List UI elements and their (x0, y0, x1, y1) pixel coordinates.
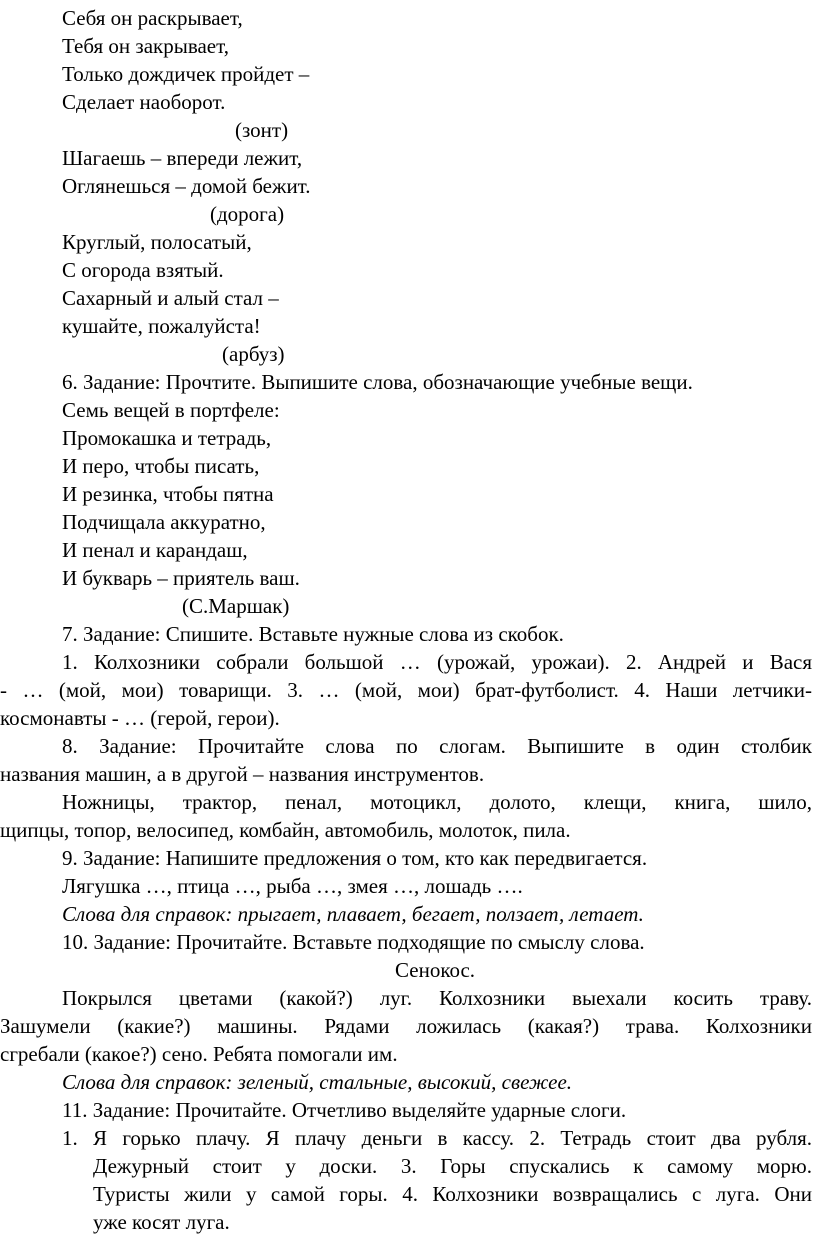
task-6-poem-line-1: Семь вещей в портфеле: (62, 398, 280, 422)
task-11-line-4: уже косят луга. (93, 1210, 230, 1234)
riddle-2-line-2: Оглянешься – домой бежит. (62, 174, 311, 198)
task-10-line-3: сгребали (какое?) сено. Ребята помогали им. (0, 1042, 398, 1066)
task-8-words-line-1: Ножницы, трактор, пенал, мотоцикл, долото, клещи, книга, шило, (62, 790, 812, 814)
task-10-line-1: Покрылся цветами (какой?) луг. Колхозники выехали косить траву. (62, 986, 812, 1010)
riddle-3-line-1: Круглый, полосатый, (62, 230, 252, 254)
task-6-poem-line-7: И букварь – приятель ваш. (62, 566, 300, 590)
task-6-poem-line-2: Промокашка и тетрадь, (62, 426, 272, 450)
task-11-line-2: Дежурный стоит у доски. 3. Горы спускались к самому морю. (93, 1154, 812, 1178)
task-11-line-1: Я горько плачу. Я плачу деньги в кассу. 2. Тетрадь стоит два рубля. (93, 1126, 812, 1150)
task-6-poem-line-5: Подчищала аккуратно, (62, 510, 266, 534)
riddle-1-answer: (зонт) (235, 118, 289, 142)
riddle-3-line-2: С огорода взятый. (62, 258, 224, 282)
riddle-3-answer: (арбуз) (222, 342, 285, 366)
riddle-1-line-1: Себя он раскрывает, (62, 6, 243, 30)
task-9-hint: Слова для справок: прыгает, плавает, бегает, ползает, летает. (62, 902, 644, 926)
task-6-poem-line-4: И резинка, чтобы пятна (62, 482, 274, 506)
task-10-heading: Сенокос. (395, 958, 476, 982)
riddle-1-line-2: Тебя он закрывает, (62, 34, 229, 58)
task-8-words-line-2: щипцы, топор, велосипед, комбайн, автомобиль, молоток, пила. (0, 818, 571, 842)
task-7-line-2: - … (мой, мои) товарищи. 3. … (мой, мои) брат-футболист. 4. Наши летчики- (0, 678, 812, 702)
task-7-line-1: 1. Колхозники собрали большой … (урожай, урожаи). 2. Андрей и Вася (62, 650, 812, 674)
task-7-line-3: космонавты - … (герой, герои). (0, 706, 280, 730)
task-8-line-2: названия машин, а в другой – названия инструментов. (0, 762, 485, 786)
riddle-3-line-4: кушайте, пожалуйста! (62, 314, 261, 338)
task-6-title: 6. Задание: Прочтите. Выпишите слова, обозначающие учебные вещи. (62, 370, 693, 394)
task-6-author: (С.Маршак) (182, 594, 290, 618)
task-11-line-3: Туристы жили у самой горы. 4. Колхозники возвращались с луга. Они (93, 1182, 812, 1206)
riddle-2-answer: (дорога) (210, 202, 285, 226)
task-6-poem-line-3: И перо, чтобы писать, (62, 454, 260, 478)
task-9-title: 9. Задание: Напишите предложения о том, кто как передвигается. (62, 846, 648, 870)
task-10-hint: Слова для справок: зеленый, стальные, высокий, свежее. (62, 1070, 573, 1094)
riddle-1-line-4: Сделает наоборот. (62, 90, 226, 114)
riddle-3-line-3: Сахарный и алый стал – (62, 286, 279, 310)
task-7-title: 7. Задание: Спишите. Вставьте нужные слова из скобок. (62, 622, 564, 646)
task-10-title: 10. Задание: Прочитайте. Вставьте подходящие по смыслу слова. (62, 930, 645, 954)
task-11-title: 11. Задание: Прочитайте. Отчетливо выделяйте ударные слоги. (62, 1098, 627, 1122)
riddle-1-line-3: Только дождичек пройдет – (62, 62, 310, 86)
task-9-sentence: Лягушка …, птица …, рыба …, змея …, лошадь …. (62, 874, 523, 898)
task-10-line-2: Зашумели (какие?) машины. Рядами ложилась (какая?) трава. Колхозники (0, 1014, 812, 1038)
riddle-2-line-1: Шагаешь – впереди лежит, (62, 146, 303, 170)
task-11-list-marker: 1. (62, 1126, 78, 1150)
task-6-poem-line-6: И пенал и карандаш, (62, 538, 248, 562)
task-8-line-1: 8. Задание: Прочитайте слова по слогам. Выпишите в один столбик (62, 734, 812, 758)
